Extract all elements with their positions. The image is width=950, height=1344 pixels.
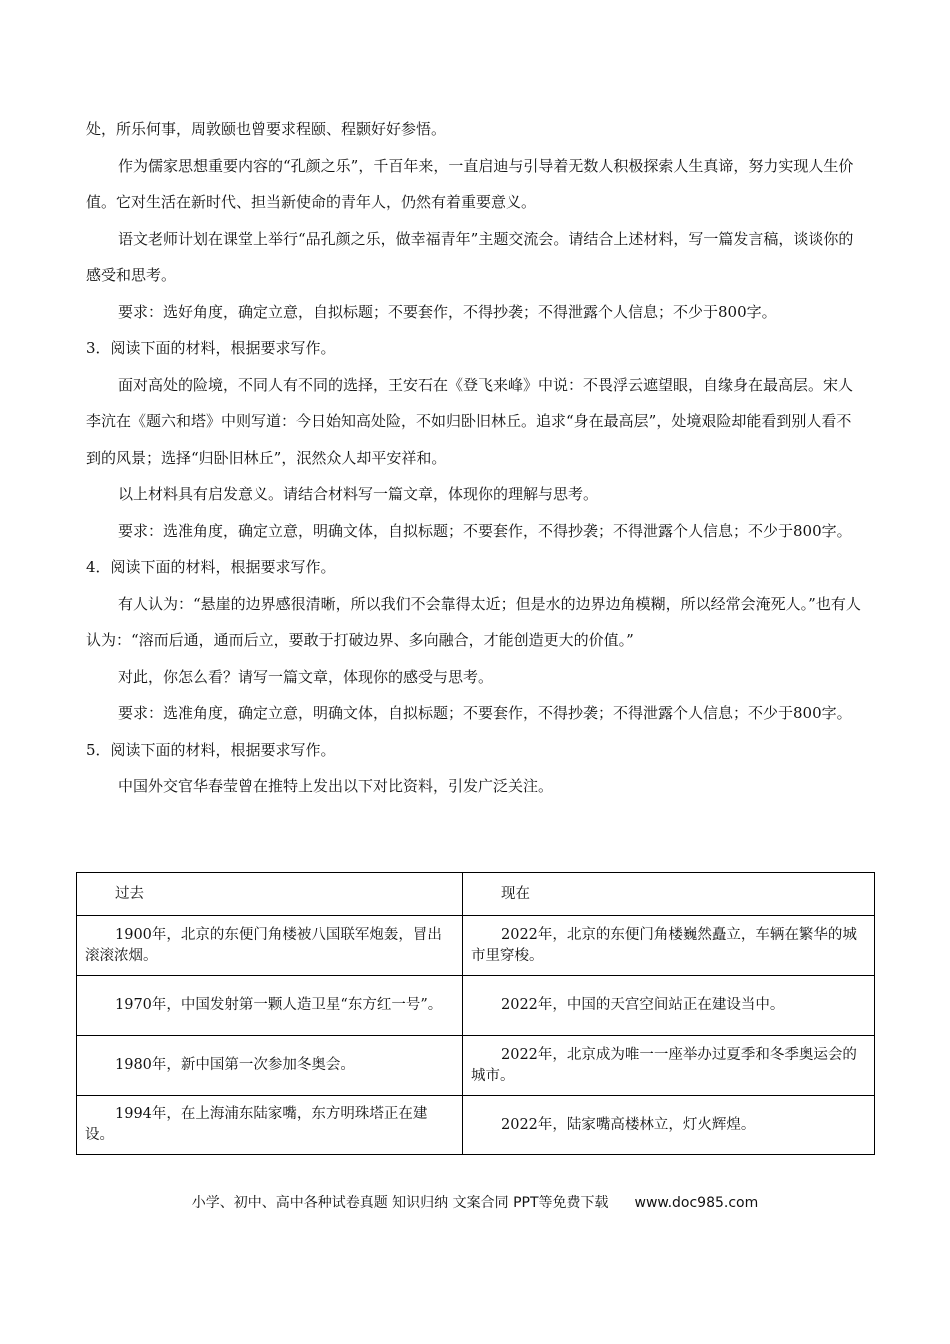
table-cell-past: 1970年，中国发射第一颗人造卫星“东方红一号”。 (77, 976, 463, 1036)
question-3-prompt: 以上材料具有启发意义。请结合材料写一篇文章，体现你的理解与思考。 (118, 485, 599, 503)
table-cell-present: 2022年，北京的东便门角楼巍然矗立，车辆在繁华的城市里穿梭。 (463, 916, 875, 976)
question-4-material: 有人认为：“悬崖的边界感很清晰，所以我们不会靠得太近；但是水的边界边角模糊，所以经常会淹死人。”也有人认为：“溶而后通，通而后立，要敢于打破边界、多向融合，才能创造更大的价值。” (86, 594, 861, 649)
table-cell-past: 1900年，北京的东便门角楼被八国联军炮轰，冒出滚滚浓烟。 (77, 916, 463, 976)
document-body (86, 111, 862, 805)
table-header-row (77, 873, 875, 916)
footer-site-link[interactable]: www.doc985.com (634, 1195, 759, 1211)
table-row (77, 1036, 875, 1096)
table-row (77, 976, 875, 1036)
question-5-material: 中国外交官华春莹曾在推特上发出以下对比资料，引发广泛关注。 (118, 777, 554, 795)
question-3-requirements: 要求：选准角度，确定立意，明确文体，自拟标题；不要套作，不得抄袭；不得泄露个人信息；不少于800字。 (118, 521, 852, 540)
question-3-title: 3．阅读下面的材料，根据要求写作。 (86, 339, 336, 357)
question-4-prompt: 对此，你怎么看？请写一篇文章，体现你的感受与思考。 (118, 667, 494, 686)
table-cell-past: 1994年，在上海浦东陆家嘴，东方明珠塔正在建设。 (77, 1096, 463, 1155)
table-cell-past: 1980年，新中国第一次参加冬奥会。 (77, 1036, 463, 1096)
page-footer (0, 1192, 950, 1212)
paragraph-requirements: 要求：选好角度，确定立意，自拟标题；不要套作，不得抄袭；不得泄露个人信息；不少于800字。 (118, 302, 777, 321)
table-row (77, 916, 875, 976)
table-header-past: 过去 (77, 873, 463, 916)
question-4-title: 4．阅读下面的材料，根据要求写作。 (86, 558, 336, 576)
question-4-requirements: 要求：选准角度，确定立意，明确文体，自拟标题；不要套作，不得抄袭；不得泄露个人信息；不少于800字。 (118, 704, 852, 722)
table-row (77, 1096, 875, 1155)
table-cell-present: 2022年，陆家嘴高楼林立，灯火辉煌。 (463, 1096, 875, 1155)
table-cell-present: 2022年，北京成为唯一一座举办过夏季和冬季奥运会的城市。 (463, 1036, 875, 1096)
footer-text: 小学、初中、高中各种试卷真题 知识归纳 文案合同 PPT等免费下载 (191, 1195, 609, 1211)
paragraph-continuation: 处，所乐何事，周敦颐也曾要求程颐、程颢好好参悟。 (86, 120, 447, 138)
question-3-material: 面对高处的险境，不同人有不同的选择，王安石在《登飞来峰》中说：不畏浮云遮望眼，自缘身在最高层。宋人李沆在《题六和塔》中则写道：今日始知高处险，不如归卧旧林丘。追求“身在最高层”，处境艰险却能看到别人看不到的风景；选择“归卧旧林丘”，泯然众人却平安祥和。 (86, 375, 854, 467)
paragraph-kongyan: 作为儒家思想重要内容的“孔颜之乐”，千百年来，一直启迪与引导着无数人积极探索人生真谛，努力实现人生价值。它对生活在新时代、担当新使命的青年人，仍然有着重要意义。 (86, 156, 854, 211)
table-header-present: 现在 (463, 873, 875, 916)
paragraph-task: 语文老师计划在课堂上举行“品孔颜之乐，做幸福青年”主题交流会。请结合上述材料，写一篇发言稿，谈谈你的感受和思考。 (86, 229, 854, 284)
table-cell-present: 2022年，中国的天宫空间站正在建设当中。 (463, 976, 875, 1036)
comparison-table (76, 872, 875, 1155)
question-5-title: 5．阅读下面的材料，根据要求写作。 (86, 740, 336, 759)
